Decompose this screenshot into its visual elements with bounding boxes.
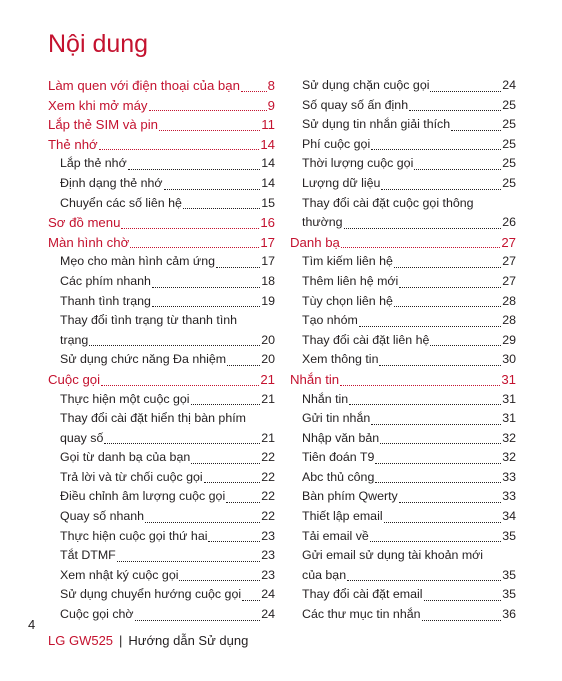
dot-leader: [414, 169, 501, 170]
toc-entry-title: Bàn phím Qwerty: [302, 489, 398, 504]
dot-leader: [227, 365, 260, 366]
toc-subentry[interactable]: [290, 96, 516, 116]
toc-subentry[interactable]: [48, 605, 275, 625]
toc-section-entry[interactable]: [48, 370, 275, 390]
toc-entry-title: Abc thủ công: [302, 469, 375, 484]
toc-subentry[interactable]: [48, 487, 275, 507]
toc-entry-line: Thay đổi cài đặt hiển thị bàn phím: [60, 411, 246, 426]
dot-leader: [394, 267, 501, 268]
toc-subentry[interactable]: [48, 154, 275, 174]
toc-entry-title: Số quay số ấn định: [302, 97, 409, 112]
toc-entry-page: 14: [261, 175, 275, 190]
toc-title: Nội dung: [48, 30, 149, 58]
toc-entry-page: 22: [261, 489, 275, 504]
toc-entry-page: 15: [261, 195, 275, 210]
dot-leader: [191, 463, 260, 464]
dot-leader: [375, 482, 501, 483]
dot-leader: [380, 443, 501, 444]
toc-entry-title: Sử dụng chuyển hướng cuộc gọi: [60, 587, 242, 602]
dot-leader: [145, 522, 260, 523]
toc-entry-page: 28: [502, 293, 516, 308]
toc-entry-title: Các thư mục tin nhắn: [302, 607, 421, 622]
dot-leader: [183, 208, 260, 209]
toc-entry-title: Thay đổi cài đặt email: [302, 587, 423, 602]
footer-guide-title: Hướng dẫn Sử dụng: [128, 633, 249, 648]
toc-entry-title: trạng: [60, 332, 89, 347]
dot-leader: [204, 482, 261, 483]
toc-entry-title: Lượng dữ liệu: [302, 175, 381, 190]
toc-entry-page: 11: [261, 117, 275, 133]
toc-subentry[interactable]: [290, 350, 516, 370]
dot-leader: [99, 149, 260, 150]
toc-entry-page: 18: [261, 273, 275, 288]
dot-leader: [341, 247, 500, 248]
dot-leader: [117, 561, 260, 562]
toc-subentry[interactable]: [290, 487, 516, 507]
toc-entry-title: của bạn: [302, 567, 347, 582]
toc-entry-page: 32: [502, 430, 516, 445]
toc-subentry[interactable]: [48, 292, 275, 312]
toc-entry-page: 25: [502, 97, 516, 112]
toc-entry-title: Sử dụng tin nhắn giải thích: [302, 117, 451, 132]
dot-leader: [135, 620, 261, 621]
toc-subentry[interactable]: [48, 546, 275, 566]
toc-entry-title: Danh bạ: [290, 234, 340, 250]
toc-entry-page: 22: [261, 450, 275, 465]
toc-entry-page: 21: [260, 371, 275, 387]
toc-subentry[interactable]: [48, 507, 275, 527]
toc-entry-title: Sơ đồ menu: [48, 215, 121, 231]
toc-subentry[interactable]: [290, 390, 516, 410]
toc-entry-page: 9: [267, 97, 275, 113]
dot-leader: [191, 404, 261, 405]
toc-section-entry[interactable]: [290, 370, 516, 390]
dot-leader: [152, 306, 260, 307]
toc-entry-title: Tùy chọn liên hệ: [302, 293, 393, 308]
dot-leader: [399, 287, 501, 288]
toc-subentry[interactable]: [290, 311, 516, 331]
toc-entry-title: Tạo nhóm: [302, 313, 358, 328]
toc-subentry[interactable]: [290, 468, 516, 488]
toc-subentry[interactable]: [290, 115, 516, 135]
dot-leader: [89, 345, 260, 346]
toc-entry-title: Định dạng thẻ nhớ: [60, 175, 163, 190]
toc-entry-page: 33: [502, 469, 516, 484]
toc-entry-title: Các phím nhanh: [60, 273, 151, 288]
toc-entry-page: 31: [502, 391, 516, 406]
toc-entry-page: 31: [502, 411, 516, 426]
dot-leader: [216, 267, 260, 268]
toc-subentry[interactable]: [48, 350, 275, 370]
toc-entry-page: 25: [502, 175, 516, 190]
toc-entry-page: 27: [501, 234, 516, 250]
toc-entry-page: 22: [261, 469, 275, 484]
dot-leader: [422, 620, 502, 621]
dot-leader: [226, 502, 260, 503]
toc-entry-title: Lắp thẻ nhớ: [60, 156, 127, 171]
dot-leader: [152, 287, 260, 288]
toc-subentry[interactable]: [290, 272, 516, 292]
toc-entry-page: 32: [502, 450, 516, 465]
toc-subentry[interactable]: [290, 76, 516, 96]
toc-subentry[interactable]: [290, 154, 516, 174]
page-number: 4: [28, 617, 36, 632]
dot-leader: [371, 149, 501, 150]
toc-entry-page: 29: [502, 332, 516, 347]
toc-entry-page: 30: [502, 352, 516, 367]
toc-subentry[interactable]: [290, 605, 516, 625]
dot-leader: [430, 345, 501, 346]
toc-entry-title: Cuộc gọi: [48, 371, 101, 387]
toc-entry-title: Nhắn tin: [290, 371, 340, 387]
toc-subentry[interactable]: [48, 585, 275, 605]
dot-leader: [394, 306, 501, 307]
toc-subentry[interactable]: [48, 429, 275, 449]
toc-subentry[interactable]: [48, 390, 275, 410]
toc-entry-title: Tắt DTMF: [60, 548, 116, 563]
toc-subentry[interactable]: [290, 448, 516, 468]
dot-leader: [101, 385, 259, 386]
toc-subentry[interactable]: [48, 272, 275, 292]
toc-entry-title: Chuyển các số liên hệ: [60, 195, 182, 210]
footer-model: LG GW525: [48, 633, 114, 648]
toc-entry-title: Quay số nhanh: [60, 509, 145, 524]
toc-subentry[interactable]: [290, 507, 516, 527]
dot-leader: [208, 541, 260, 542]
toc-entry-title: quay số: [60, 430, 104, 445]
toc-entry-title: Tìm kiếm liên hệ: [302, 254, 393, 269]
toc-entry-title: Xem thông tin: [302, 352, 379, 367]
toc-entry-page: 21: [261, 391, 275, 406]
toc-entry-page: 27: [502, 273, 516, 288]
dot-leader: [128, 169, 261, 170]
toc-entry-page: 24: [502, 78, 516, 92]
toc-entry-title: Phí cuộc gọi: [302, 136, 371, 151]
dot-leader: [104, 443, 260, 444]
toc-subentry[interactable]: [290, 409, 516, 429]
dot-leader: [149, 110, 267, 111]
toc-subentry[interactable]: [290, 527, 516, 547]
toc-entry-title: Trả lời và từ chối cuộc gọi: [60, 469, 203, 484]
toc-entry-title: Mẹo cho màn hình cảm ứng: [60, 254, 215, 269]
toc-entry-page: 14: [260, 136, 275, 152]
toc-entry-title: Điều chỉnh âm lượng cuộc gọi: [60, 489, 226, 504]
dot-leader: [371, 424, 501, 425]
toc-entry-page: 20: [261, 352, 275, 367]
dot-leader: [370, 541, 501, 542]
toc-entry-title: Xem khi mở máy: [48, 97, 148, 113]
dot-leader: [179, 580, 260, 581]
toc-subentry[interactable]: [48, 331, 275, 351]
dot-leader: [399, 502, 501, 503]
toc-left-column: [48, 76, 275, 625]
dot-leader: [430, 91, 501, 92]
toc-entry-page: 17: [260, 234, 275, 250]
toc-entry-title: Gọi từ danh bạ của bạn: [60, 450, 191, 465]
toc-entry-title: Thiết lập email: [302, 509, 383, 524]
dot-leader: [121, 228, 259, 229]
toc-entry-page: 35: [502, 528, 516, 543]
toc-entry-page: 34: [502, 509, 516, 524]
toc-subentry[interactable]: [48, 468, 275, 488]
toc-entry-line: Thay đổi tình trạng từ thanh tình: [60, 313, 238, 328]
toc-entry-title: Thẻ nhớ: [48, 136, 98, 152]
toc-entry-title: Thanh tình trạng: [60, 293, 151, 308]
toc-entry-title: Cuộc gọi chờ: [60, 607, 134, 622]
toc-section-entry[interactable]: [48, 96, 275, 116]
toc-entry-title: Tải email về: [302, 528, 369, 543]
toc-entry-title: Thời lượng cuộc gọi: [302, 156, 414, 171]
toc-entry-page: 26: [502, 215, 516, 230]
toc-entry-title: Làm quen với điện thoại của bạn: [48, 78, 240, 93]
toc-entry-page: 17: [261, 254, 275, 269]
toc-entry-title: Lắp thẻ SIM và pin: [48, 117, 158, 133]
toc-entry-title: Nhập văn bản: [302, 430, 380, 445]
dot-leader: [359, 326, 501, 327]
toc-entry-page: 23: [261, 567, 275, 582]
dot-leader: [130, 247, 259, 248]
toc-subentry[interactable]: [290, 213, 516, 233]
dot-leader: [164, 189, 261, 190]
toc-subentry[interactable]: [290, 135, 516, 155]
toc-entry-page: 22: [261, 509, 275, 524]
toc-entry-title: Thực hiện một cuộc gọi: [60, 391, 190, 406]
dot-leader: [379, 365, 501, 366]
dot-leader: [347, 580, 501, 581]
toc-entry-title: Xem nhật ký cuộc gọi: [60, 567, 179, 582]
toc-entry-page: 14: [261, 156, 275, 171]
dot-leader: [242, 600, 260, 601]
toc-subentry[interactable]: [48, 252, 275, 272]
dot-leader: [241, 91, 267, 92]
toc-subentry[interactable]: [290, 252, 516, 272]
toc-entry-page: 25: [502, 156, 516, 171]
toc-entry-title: Thực hiện cuộc gọi thứ hai: [60, 528, 208, 543]
toc-entry-title: Sử dụng chức năng Đa nhiệm: [60, 352, 227, 367]
toc-entry-title: thường: [302, 215, 343, 230]
toc-entry-title: Màn hình chờ: [48, 234, 130, 250]
dot-leader: [409, 110, 501, 111]
toc-subentry[interactable]: [290, 331, 516, 351]
page-footer: [48, 633, 248, 648]
toc-subentry[interactable]: [290, 174, 516, 194]
toc-entry-page: 31: [501, 371, 516, 387]
toc-entry-page: 35: [502, 587, 516, 602]
dot-leader: [424, 600, 502, 601]
toc-section-entry[interactable]: [290, 233, 516, 253]
toc-section-entry[interactable]: [48, 233, 275, 253]
toc-entry-title: Thêm liên hệ mới: [302, 273, 399, 288]
toc-entry-page: 19: [261, 293, 275, 308]
toc-subentry[interactable]: [48, 194, 275, 214]
toc-entry-page: 25: [502, 117, 516, 132]
toc-entry-page: 28: [502, 313, 516, 328]
toc-entry-page: 8: [267, 78, 275, 93]
toc-entry-page: 24: [261, 587, 275, 602]
toc-entry-page: 25: [502, 136, 516, 151]
toc-entry-page: 21: [261, 430, 275, 445]
toc-subentry[interactable]: [48, 566, 275, 586]
dot-leader: [451, 130, 501, 131]
toc-section-entry[interactable]: [48, 135, 275, 155]
toc-entry-title: Thay đổi cài đặt liên hệ: [302, 332, 430, 347]
dot-leader: [375, 463, 501, 464]
toc-section-entry[interactable]: [48, 76, 275, 96]
dot-leader: [349, 404, 501, 405]
toc-subentry[interactable]: [48, 174, 275, 194]
toc-entry-page: 27: [502, 254, 516, 269]
toc-entry-title: Gửi tin nhắn: [302, 411, 371, 426]
dot-leader: [381, 189, 501, 190]
toc-entry-title: Tiên đoán T9: [302, 450, 375, 465]
toc-subentry[interactable]: [48, 527, 275, 547]
toc-entry-title: Nhắn tin: [302, 391, 349, 406]
footer-separator: |: [119, 633, 123, 648]
toc-right-column: [290, 76, 516, 625]
dot-leader: [159, 130, 260, 131]
dot-leader: [384, 522, 502, 523]
toc-entry-page: 20: [261, 332, 275, 347]
toc-section-entry[interactable]: [48, 213, 275, 233]
toc-subentry[interactable]: [290, 429, 516, 449]
toc-entry-page: 36: [502, 607, 516, 622]
toc-entry-page: 35: [502, 567, 516, 582]
toc-entry-page: 16: [260, 215, 275, 231]
toc-subentry[interactable]: [290, 292, 516, 312]
toc-section-entry[interactable]: [48, 115, 275, 135]
toc-subentry[interactable]: [48, 448, 275, 468]
toc-subentry[interactable]: [290, 585, 516, 605]
toc-entry-line: Gửi email sử dụng tài khoản mới: [302, 548, 484, 563]
toc-subentry[interactable]: [290, 566, 516, 586]
toc-entry-line: Thay đổi cài đặt cuộc gọi thông: [302, 195, 474, 210]
toc-entry-page: 33: [502, 489, 516, 504]
dot-leader: [344, 228, 502, 229]
toc-entry-title: Sử dụng chặn cuộc gọi: [302, 78, 430, 92]
toc-entry-page: 23: [261, 528, 275, 543]
dot-leader: [340, 385, 500, 386]
toc-entry-page: 24: [261, 607, 275, 622]
toc-entry-page: 23: [261, 548, 275, 563]
